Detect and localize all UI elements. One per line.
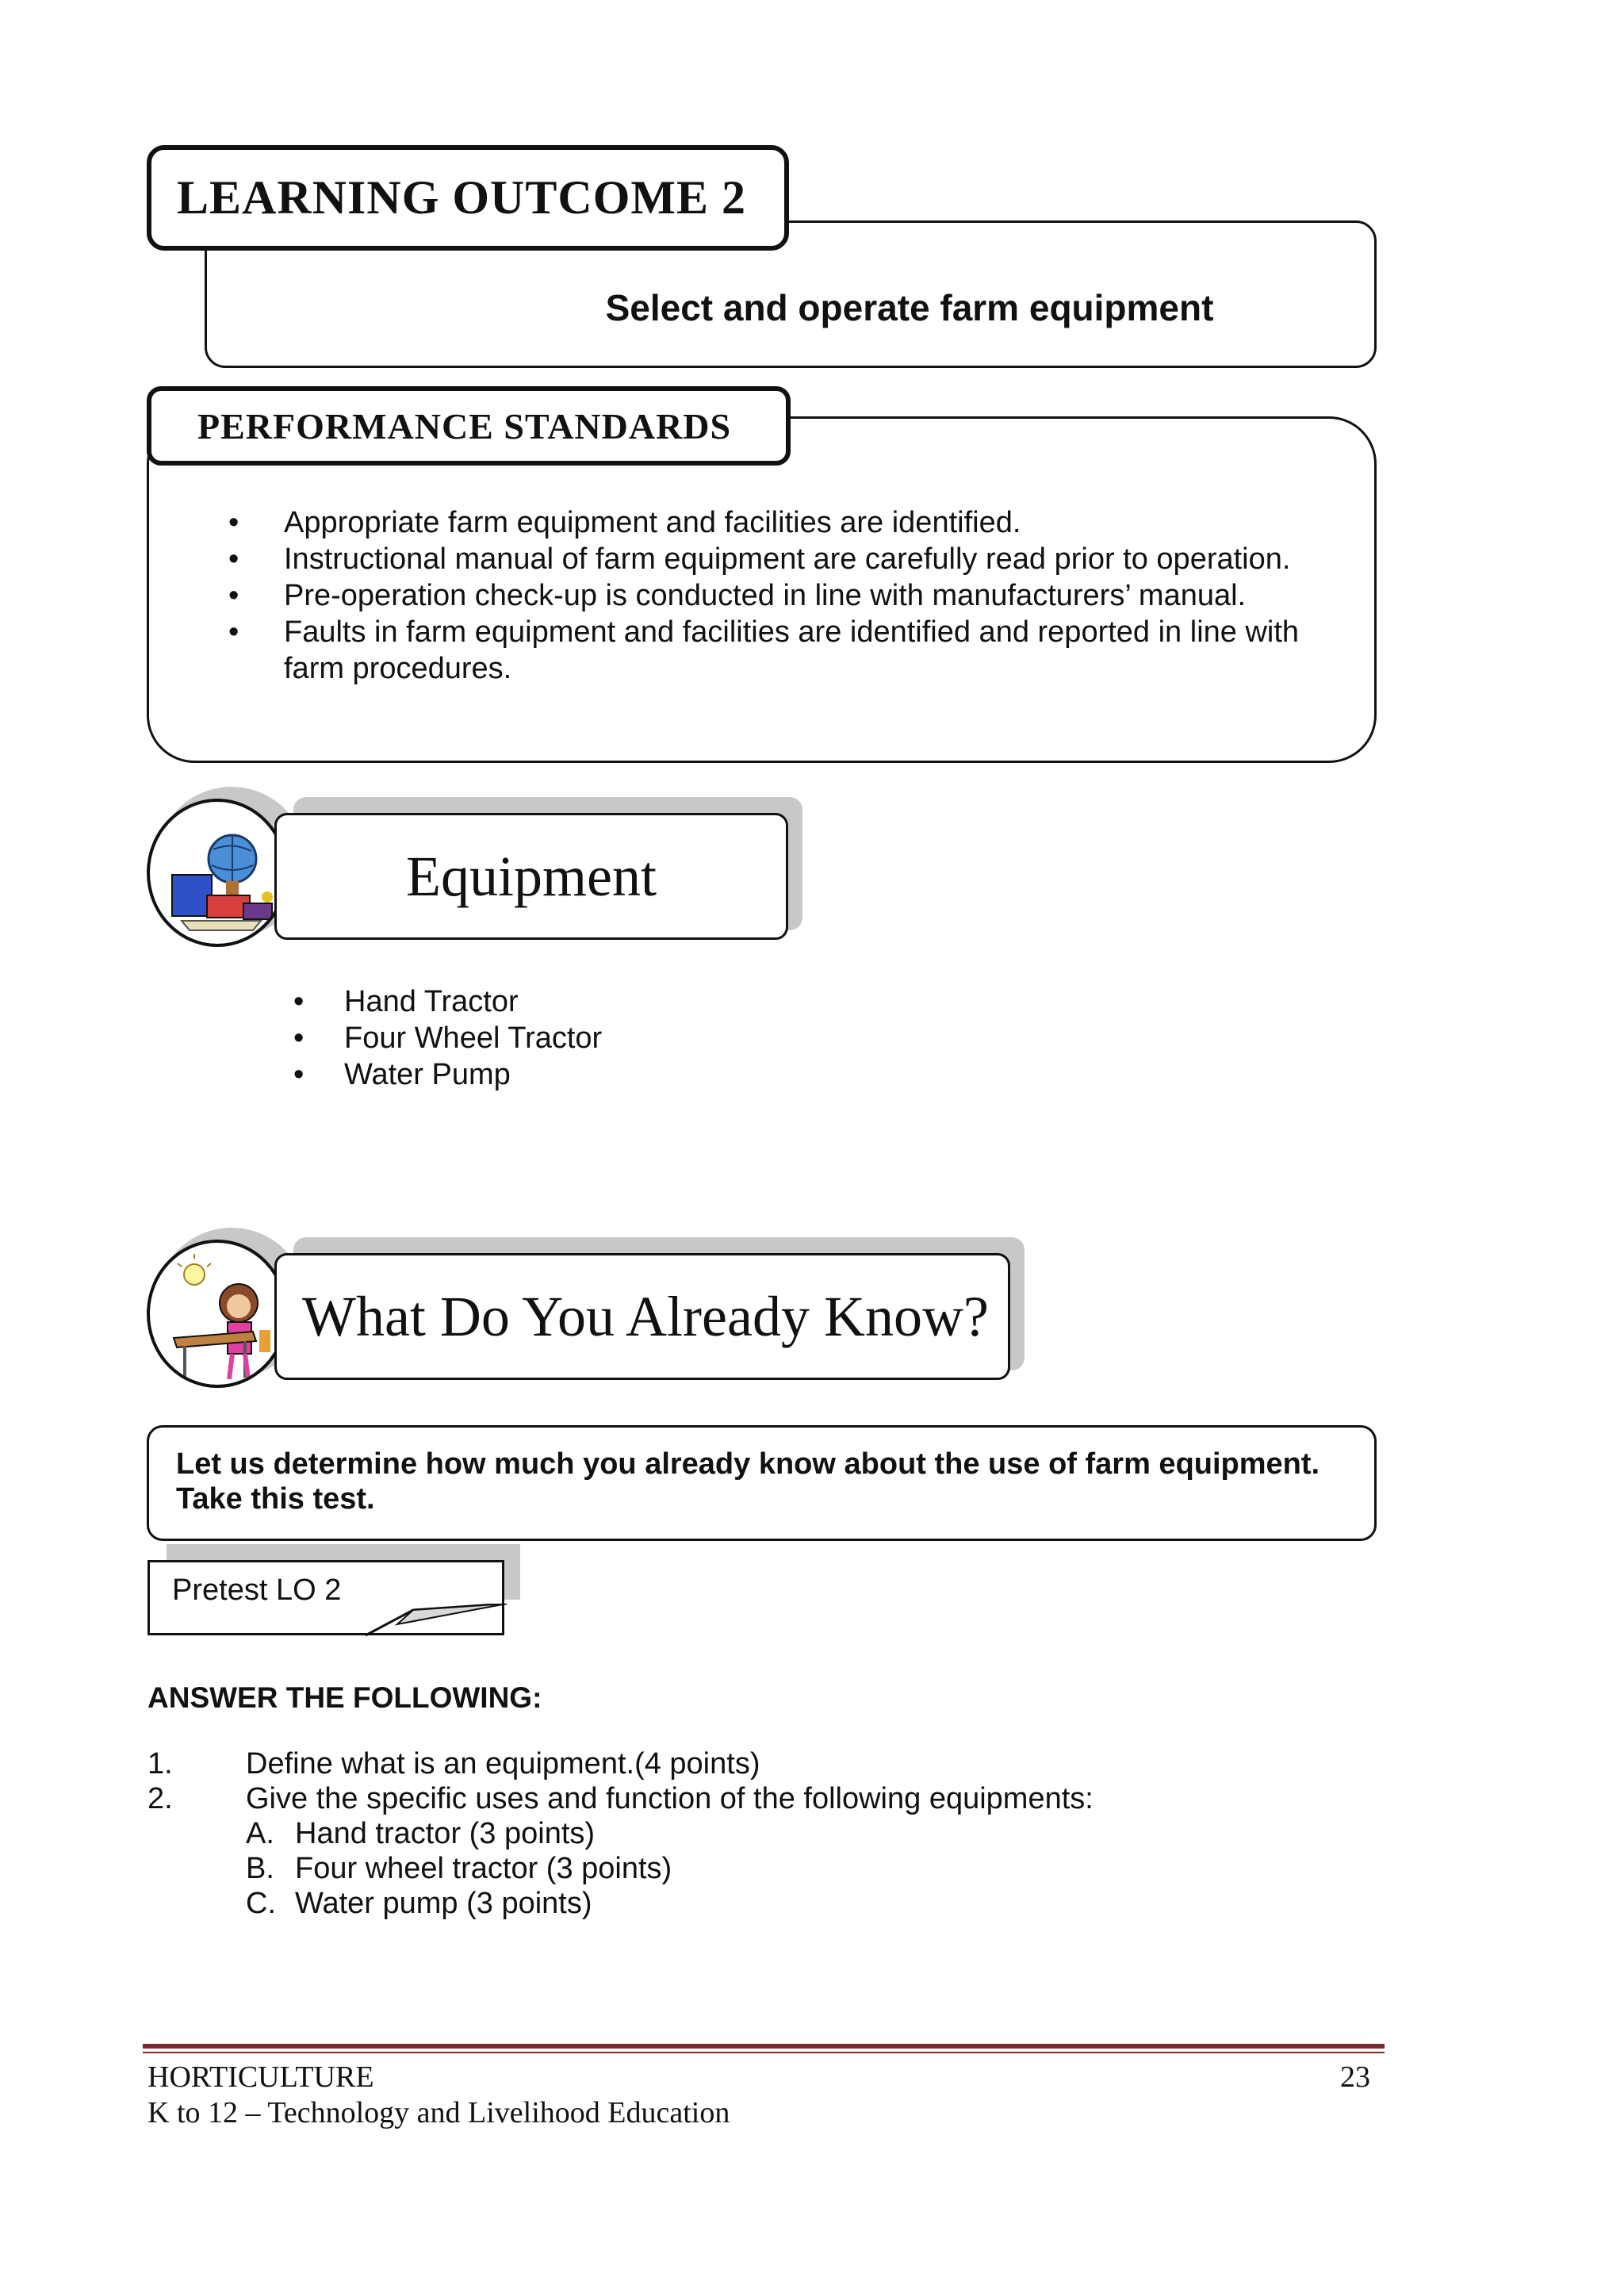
student-thinking-icon — [147, 1240, 288, 1388]
performance-standards-list — [284, 504, 1354, 687]
list-item: • Pre-operation check-up is conducted in line with manufacturers’ manual. — [135, 577, 1354, 614]
answer-heading: ANSWER THE FOLLOWING: — [147, 1681, 542, 1714]
globe-books-icon — [147, 799, 288, 947]
question-text: Give the specific uses and function of the following equipments: — [246, 1782, 1094, 1815]
page-curl-icon — [366, 1604, 508, 1637]
know-title: What Do You Already Know? — [302, 1284, 989, 1348]
list-item: • Faults in farm equipment and facilities are identified and reported in line with farm procedures. — [135, 614, 1354, 687]
sub-item-letter: B. — [246, 1852, 274, 1885]
question-text: Define what is an equipment.(4 points) — [246, 1747, 760, 1780]
equipment-title-box — [274, 813, 788, 940]
intro-box — [147, 1425, 1377, 1541]
learning-outcome-title-box — [147, 145, 789, 251]
sub-item-text: Water pump (3 points) — [295, 1887, 592, 1920]
performance-standards-title-box — [147, 386, 791, 466]
know-title-box — [274, 1253, 1010, 1380]
question-number: 2. — [147, 1782, 173, 1815]
list-item: • Four Wheel Tractor — [293, 1020, 602, 1056]
sub-item-letter: A. — [246, 1817, 274, 1850]
list-item: • Hand Tractor — [293, 983, 602, 1020]
question-number: 1. — [147, 1747, 173, 1780]
equipment-title: Equipment — [406, 844, 657, 908]
sub-item-text: Four wheel tractor (3 points) — [295, 1852, 672, 1885]
learning-outcome-subtitle: Select and operate farm equipment — [605, 287, 1214, 328]
performance-standards-title: PERFORMANCE STANDARDS — [197, 405, 732, 447]
footer-rule-thin — [143, 2052, 1385, 2053]
page-number: 23 — [1340, 2060, 1370, 2094]
intro-text: Let us determine how much you already know about the use of farm equipment. Take this test. — [176, 1447, 1320, 1516]
footer-rule — [143, 2044, 1385, 2049]
list-item: • Water Pump — [293, 1056, 602, 1093]
footer-course: K to 12 – Technology and Livelihood Education — [147, 2096, 730, 2129]
pretest-label: Pretest LO 2 — [172, 1573, 342, 1607]
sub-item-letter: C. — [246, 1887, 276, 1920]
pretest-tab — [147, 1560, 504, 1635]
list-item: • Appropriate farm equipment and facilities are identified. — [135, 504, 1354, 541]
performance-standards-box — [147, 416, 1377, 763]
learning-outcome-title: LEARNING OUTCOME 2 — [177, 171, 747, 224]
equipment-list — [293, 983, 602, 1093]
list-item: • Instructional manual of farm equipment are carefully read prior to operation. — [135, 541, 1354, 577]
sub-item-text: Hand tractor (3 points) — [295, 1817, 596, 1850]
footer-subject: HORTICULTURE — [147, 2060, 374, 2094]
